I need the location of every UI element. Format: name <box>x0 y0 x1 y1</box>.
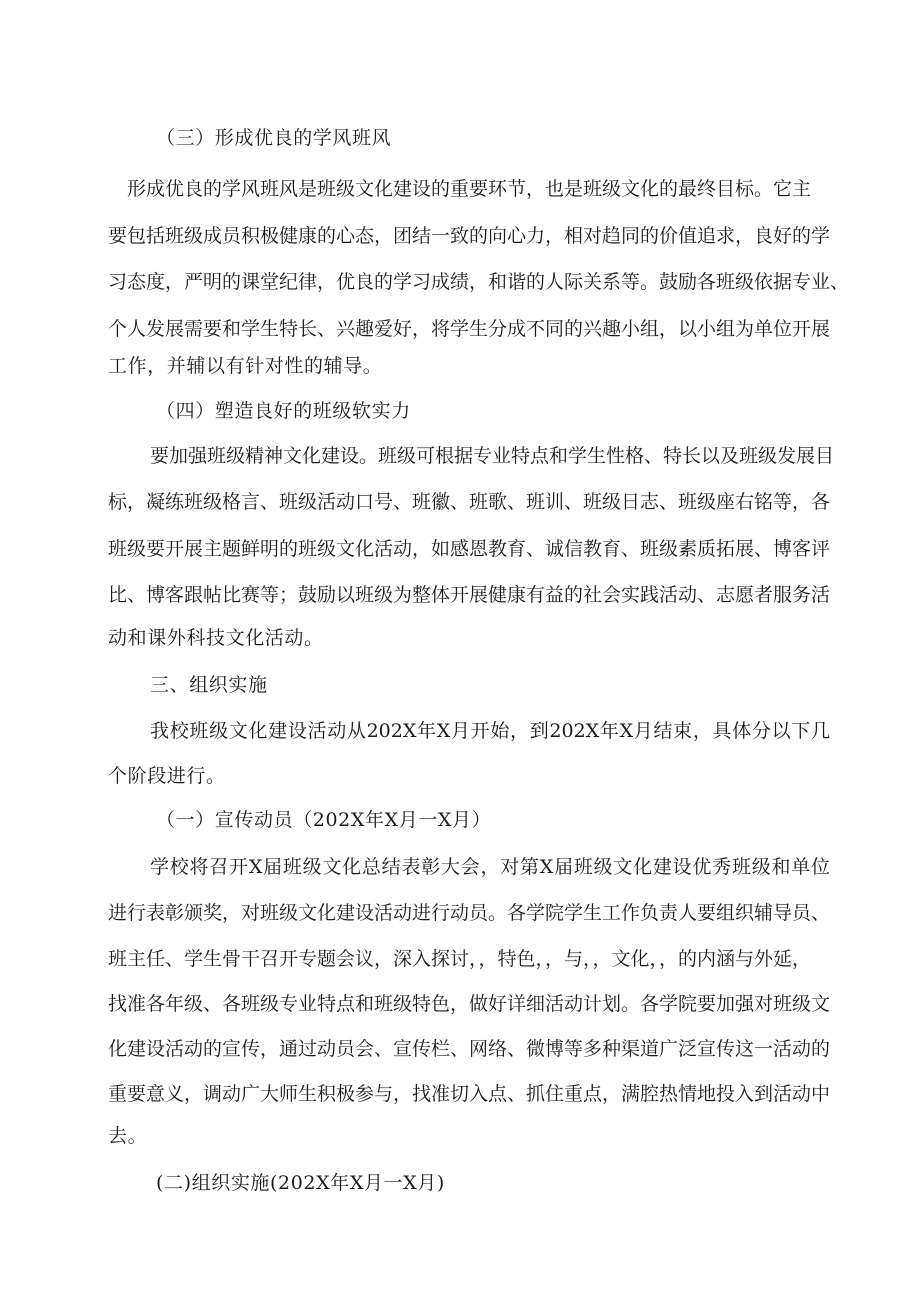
section-heading: （一）宣传动员（202X年X月一X月） <box>156 809 492 831</box>
paragraph-line: 找准各年级、各班级专业特点和班级特色，做好详细活动计划。各学院要加强对班级文 <box>108 993 831 1015</box>
section-heading: (二)组织实施(202X年X月一X月) <box>156 1172 445 1194</box>
paragraph-line: 去。 <box>108 1125 148 1147</box>
paragraph-line: 我校班级文化建设活动从202X年X月开始，到202X年X月结束，具体分以下几 <box>150 720 830 742</box>
paragraph-line: 个人发展需要和学生特长、兴趣爱好，将学生分成不同的兴趣小组，以小组为单位开展 <box>108 318 831 340</box>
paragraph-line: 班级要开展主题鲜明的班级文化活动，如感恩教育、诚信教育、班级素质拓展、博客评 <box>108 538 831 560</box>
paragraph-line: 比、博客跟帖比赛等；鼓励以班级为整体开展健康有益的社会实践活动、志愿者服务活 <box>108 584 831 606</box>
paragraph-line: 动和课外科技文化活动。 <box>108 627 324 649</box>
paragraph-line: 重要意义，调动广大师生积极参与，找准切入点、抓住重点，满腔热情地投入到活动中 <box>108 1083 831 1105</box>
paragraph-line: 习态度，严明的课堂纪律，优良的学习成绩，和谐的人际关系等。鼓励各班级依据专业、 <box>108 271 850 293</box>
paragraph-line: 学校将召开X届班级文化总结表彰大会，对第X届班级文化建设优秀班级和单位 <box>150 856 830 878</box>
paragraph-line: 化建设活动的宣传，通过动员会、宣传栏、网络、微博等多种渠道广泛宣传这一活动的 <box>108 1038 831 1060</box>
paragraph-line: 标，凝练班级格言、班级活动口号、班徽、班歌、班训、班级日志、班级座右铭等，各 <box>108 491 831 513</box>
paragraph-line: 进行表彰颁奖，对班级文化建设活动进行动员。各学院学生工作负责人要组织辅导员、 <box>108 902 831 924</box>
paragraph-line: 个阶段进行。 <box>108 765 226 787</box>
paragraph-line: 要加强班级精神文化建设。班级可根据专业特点和学生性格、特长以及班级发展目 <box>150 445 835 467</box>
paragraph-line: 形成优良的学风班风是班级文化建设的重要环节，也是班级文化的最终目标。它主 <box>127 178 812 200</box>
paragraph-line: 工作，并辅以有针对性的辅导。 <box>108 355 383 377</box>
section-heading: （三）形成优良的学风班风 <box>156 127 392 149</box>
section-heading: 三、组织实施 <box>150 674 268 696</box>
paragraph-line: 要包括班级成员积极健康的心态，团结一致的向心力，相对趋同的价值追求，良好的学 <box>108 225 831 247</box>
section-heading: （四）塑造良好的班级软实力 <box>156 400 411 422</box>
paragraph-line: 班主任、学生骨干召开专题会议，深入探讨，，特色，，与，，文化，，的内涵与外延， <box>108 948 812 970</box>
